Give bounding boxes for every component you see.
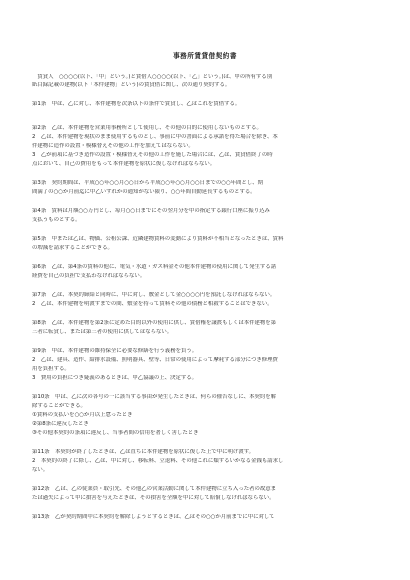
- body-line: 支払うものとする。: [32, 217, 81, 223]
- body-line: 第4条 賃料は月額○○万円とし、毎月○○日までにその翌月分を甲の指定する銀行口座に振り込み: [32, 208, 270, 214]
- body-line: 件建物に造作の設置・模様替えその他の工作を加えてはならない。: [32, 143, 194, 149]
- body-line: 2 乙は、建具、造作、給排水設備、照明器具、壁等、日常の使用によって摩耗する部分につき修理費: [32, 357, 278, 363]
- body-line: 2 乙は、本件建物を明渡すまでの間、敷金を持って賃料その他の債務と相殺することはできない。: [32, 301, 273, 307]
- body-line: 除することができる。: [32, 403, 86, 409]
- body-line: 2 本契約の終了に際し、乙は、甲に対し、移転料、立退料、その他これに類するいかなる金銭も請求し: [32, 458, 284, 464]
- body-line: 第11条 本契約が終了したときは、乙は直ちに本件建物を原状に復した上で甲に明け渡す。: [32, 449, 255, 455]
- body-line: ②第8条に違反したとき: [32, 421, 89, 427]
- body-line: 第6条 乙は、第4条の賃料の他に、電気・水道・ガス料金その他本件建物の使用に関して発生する諸: [32, 264, 277, 270]
- body-line: 3 乙が前項に基づき造作の設置・模様替えその他の工作を施した場合には、乙は、賃貸借終了の時: [32, 152, 273, 158]
- body-line: 第9条 甲は、本件建物の維持保全に必要な修繕を行う義務を負う。: [32, 348, 198, 354]
- body-line: 間満了の○○か月前迄に甲乙いずれかの通知がない限り、○○年間自動延長するものとする。: [32, 189, 256, 195]
- body-line: ない。: [32, 467, 49, 473]
- body-line: 用を負担する。: [32, 366, 70, 372]
- body-line: 第13条 乙が契約期間中に本契約を解除しようとするときは、乙はその○○か月前までに甲に対して: [32, 514, 275, 520]
- body-line: ①賃料の支払いを○○か月以上怠ったとき: [32, 412, 133, 418]
- body-line: 紙目録記載の建物(以下「本件建物」という)の賃貸借に関し、次の通り契約する。: [32, 82, 231, 88]
- body-line: 三者に転貸し、または第三者の使用に供してはならない。: [32, 329, 173, 335]
- document-title: 事務所賃貸借契約書: [173, 52, 237, 60]
- body-line: 第3条 契約期間は、平成○○年○○月○○日から平成○○年○○月○○日までの○○年間とし、期: [32, 180, 263, 186]
- body-line: 2 乙は、本件建物を現状のまま使用するものとし、事前に甲の書面による承諾を得た場合を除き、本: [32, 134, 278, 140]
- body-line: 賃貸人 ○○○○(以下、「甲」という。)と賃借人○○○○(以下、「乙」という。)は、甲の所有する別: [32, 74, 273, 80]
- body-line: 第12条 乙は、乙の従業員・取引先、その他乙の営業活動に関して本件建物に立ち入った者の故意ま: [32, 486, 277, 492]
- body-line: 経費を自己の負担で支払わなければならない。: [32, 273, 146, 279]
- body-line: ③その他本契約の条項に違反し、当事者間の信用を著しく害したとき: [32, 430, 199, 436]
- body-line: 第10条 甲は、乙に次の各号の一に該当する事由が発生したときは、何らの催告なしに、本契約を解: [32, 394, 277, 400]
- body-line: 3 費用の負担につき疑義のあるときは、甲乙協議の上、決定する。: [32, 375, 198, 381]
- body-line: 第7条 乙は、本契約締結と同時に、甲に対し、敷金として金○○○○円を預託しなければならない。: [32, 292, 276, 298]
- body-line: 第1条 甲は、乙に対し、本件建物を次条以下の条件で賃貸し、乙はこれを賃借する。: [32, 101, 241, 107]
- body-line: たは過失によって甲に損害を与えたときは、その損害を全額を甲に対して賠償しなければならない。: [32, 495, 275, 501]
- body-line: 第8条 乙は、本件建物を第2条に定めた目的以外の使用に供し、賃借権を譲渡もしくは本件建物を第: [32, 320, 277, 326]
- body-line: の増減を請求することができる。: [32, 245, 113, 251]
- body-line: 点において、自己の費用をもって本件建物を原状に復しなければならない。: [32, 161, 216, 167]
- body-line: 第5条 甲または乙は、物価、公租公課、近隣建物賃料の変動により賃料が不相当となったときは、賃料: [32, 236, 284, 242]
- body-line: 第2条 乙は、本件建物を営業用事務所として使用し、その他の目的に使用しないものとする。: [32, 125, 262, 131]
